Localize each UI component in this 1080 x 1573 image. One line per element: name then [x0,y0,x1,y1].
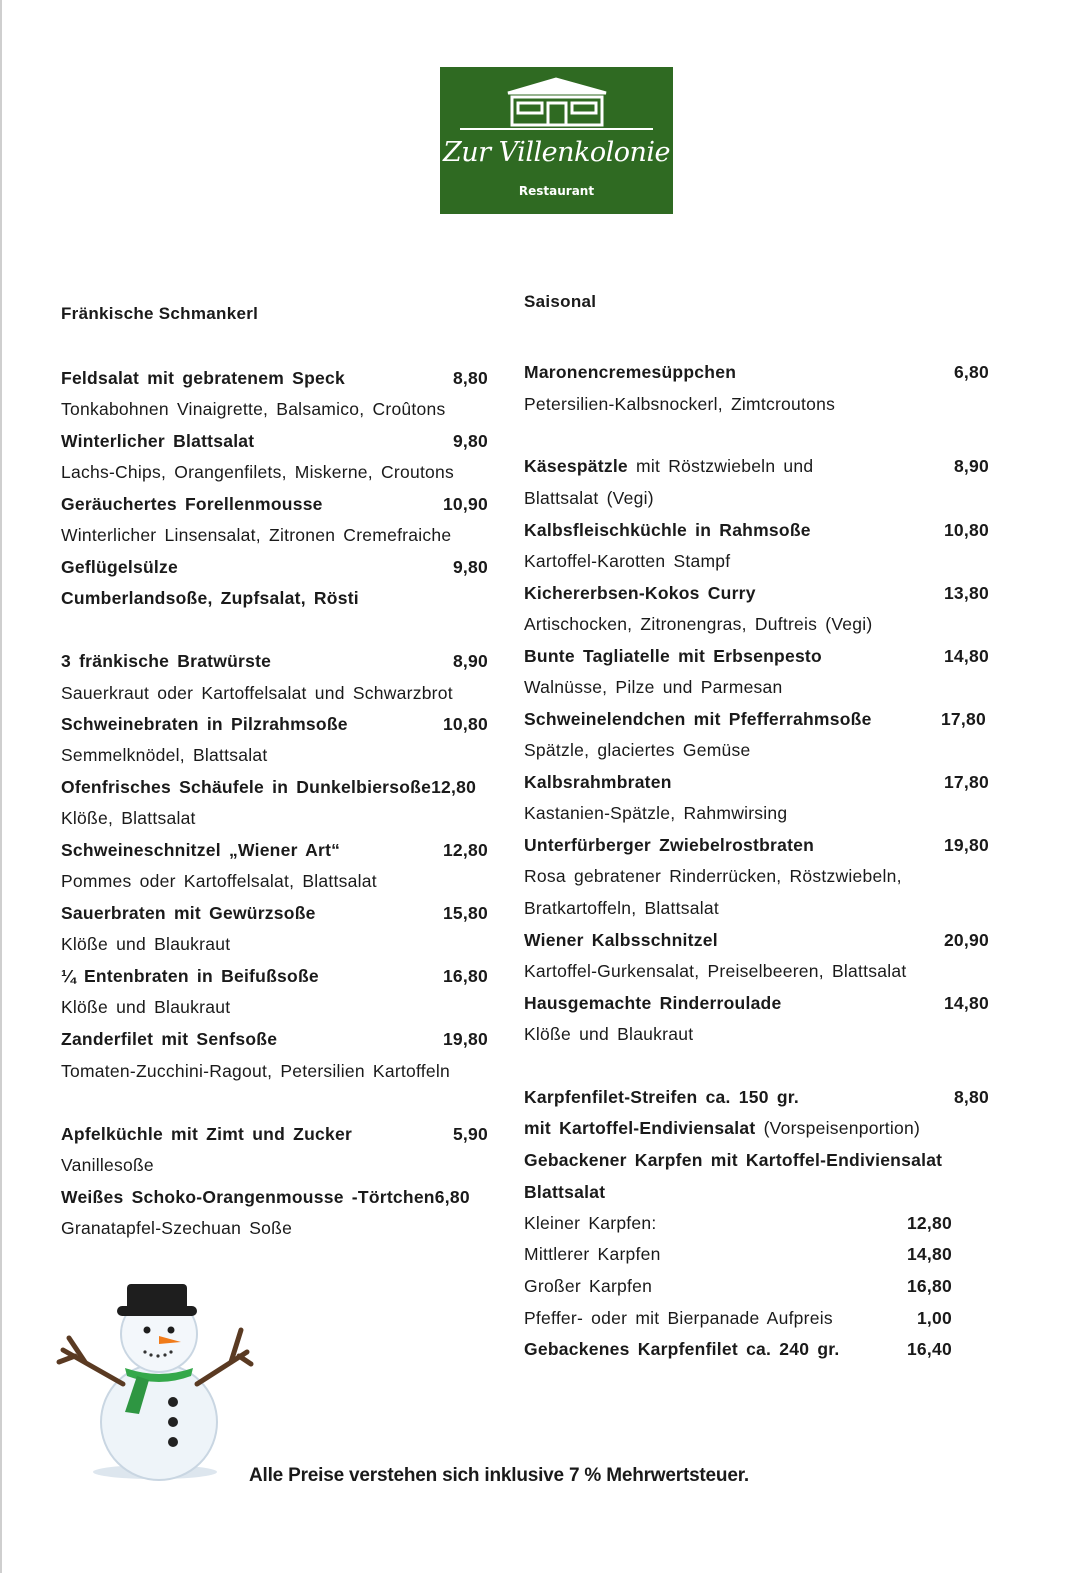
dish-name: Geflügelsülze [61,557,179,577]
dish-name: mit Kartoffel-Endiviensalat [524,1118,756,1138]
dish-price: 14,80 [943,993,989,1013]
dish-name: Winterlicher Linsensalat, Zitronen Cremefraiche [61,525,452,545]
dish-name: Feldsalat mit gebratenem Speck [61,368,345,388]
dish-name: Walnüsse, Pilze und Parmesan [524,677,783,697]
house-icon [460,73,653,135]
dish-price: 10,80 [943,520,989,540]
dish-name: Karpfenfilet-Streifen ca. 150 gr. [524,1087,799,1107]
dish-price: 19,80 [943,835,989,855]
dish-price: 9,80 [452,557,488,577]
dish-price: 14,80 [943,646,989,666]
dish-description: mit Röstzwiebeln und [627,456,814,476]
dish-name: Tomaten-Zucchini-Ragout, Petersilien Kartoffeln [61,1061,451,1081]
dish-price: 17,80 [943,772,989,792]
dish-name: Gebackener Karpfen mit Kartoffel-Endiviensalat [524,1150,943,1170]
dish-name: Cumberlandsoße, Zupfsalat, Rösti [61,588,359,608]
dish-name: Geräuchertes Forellenmousse [61,494,323,514]
dish-name: Lachs-Chips, Orangenfilets, Miskerne, Croutons [61,462,455,482]
dish-price: 9,80 [452,431,488,451]
dish-price: 15,80 [442,903,488,923]
dish-name: Käsespätzle [524,456,628,476]
dish-price: 8,90 [953,456,989,476]
dish-price: 12,80 [906,1213,952,1233]
logo-subtitle: Restaurant [518,184,595,198]
dish-name: Großer Karpfen [524,1276,653,1296]
dish-name: Vanillesoße [61,1155,154,1175]
dish-name: ¼ Entenbraten in Beifußsoße [61,966,319,986]
dish-name: Kleiner Karpfen: [524,1213,657,1233]
dish-name: Tonkabohnen Vinaigrette, Balsamico, Croûtons [61,399,446,419]
dish-name: Klöße, Blattsalat [61,808,196,828]
dish-price: 19,80 [442,1029,488,1049]
dish-name: Kartoffel-Karotten Stampf [524,551,731,571]
dish-name: Semmelknödel, Blattsalat [61,745,268,765]
dish-name: Spätzle, glaciertes Gemüse [524,740,751,760]
dish-price: 5,90 [452,1124,488,1144]
left-heading: Fränkische Schmankerl [61,304,259,323]
dish-name: Klöße und Blaukraut [61,934,231,954]
dish-name: Weißes Schoko-Orangenmousse -Törtchen6,80 [61,1187,470,1207]
dish-price: 16,40 [906,1339,952,1359]
dish-price: 10,90 [442,494,488,514]
page-edge [0,0,2,1573]
footer-vat-note: Alle Preise verstehen sich inklusive 7 % Mehrwertsteuer. [249,1465,749,1486]
dish-price: 12,80 [442,840,488,860]
dish-name: Wiener Kalbsschnitzel [524,930,718,950]
dish-name: Pfeffer- oder mit Bierpanade Aufpreis [524,1308,833,1328]
dish-name: Kartoffel-Gurkensalat, Preiselbeeren, Blattsalat [524,961,907,981]
dish-name: Mittlerer Karpfen [524,1244,661,1264]
dish-name: Klöße und Blaukraut [61,997,231,1017]
dish-name: Ofenfrisches Schäufele in Dunkelbiersoße12,80 [61,777,477,797]
dish-price: 6,80 [953,362,989,382]
dish-price: 16,80 [442,966,488,986]
logo-title: Zur Villenkolonie [443,137,670,168]
dish-name: Schweineschnitzel „Wiener Art“ [61,840,341,860]
right-heading: Saisonal [524,292,597,311]
dish-name: Bunte Tagliatelle mit Erbsenpesto [524,646,822,666]
restaurant-logo [440,67,673,214]
dish-name: Granatapfel-Szechuan Soße [61,1218,293,1238]
dish-name: 3 fränkische Bratwürste [61,651,272,671]
dish-price: 8,80 [452,368,488,388]
dish-name: Klöße und Blaukraut [524,1024,694,1044]
dish-name: Schweinebraten in Pilzrahmsoße [61,714,348,734]
dish-name: Winterlicher Blattsalat [61,431,255,451]
dish-name: Hausgemachte Rinderroulade [524,993,782,1013]
dish-name: Kastanien-Spätzle, Rahmwirsing [524,803,788,823]
dish-name: Bratkartoffeln, Blattsalat [524,898,719,918]
dish-price: 14,80 [906,1244,952,1264]
dish-price: 17,80 [940,709,986,729]
dish-description: (Vorspeisenportion) [755,1118,921,1138]
dish-name: Rosa gebratener Rinderrücken, Röstzwiebeln, [524,866,902,886]
dish-price: 10,80 [442,714,488,734]
dish-price: 16,80 [906,1276,952,1296]
dish-price: 20,90 [943,930,989,950]
dish-price: 1,00 [916,1308,952,1328]
dish-name: Kichererbsen-Kokos Curry [524,583,756,603]
dish-name: Petersilien-Kalbsnockerl, Zimtcroutons [524,394,836,414]
dish-name: Apfelküchle mit Zimt und Zucker [61,1124,353,1144]
dish-name: Kalbsrahmbraten [524,772,672,792]
snowman-icon [55,1272,255,1482]
dish-name: Zanderfilet mit Senfsoße [61,1029,278,1049]
dish-name: Schweinelendchen mit Pfefferrahmsoße [524,709,872,729]
dish-price: 8,80 [953,1087,989,1107]
dish-name: Pommes oder Kartoffelsalat, Blattsalat [61,871,377,891]
dish-name: Sauerbraten mit Gewürzsoße [61,903,316,923]
dish-name: Blattsalat [524,1182,606,1202]
dish-price: 8,90 [452,651,488,671]
dish-name: Kalbsfleischküchle in Rahmsoße [524,520,811,540]
dish-name: Sauerkraut oder Kartoffelsalat und Schwarzbrot [61,683,453,703]
dish-name: Maronencremesüppchen [524,362,737,382]
dish-name: Unterfürberger Zwiebelrostbraten [524,835,815,855]
dish-name: Artischocken, Zitronengras, Duftreis (Vegi) [524,614,873,634]
dish-price: 13,80 [943,583,989,603]
dish-name: Gebackenes Karpfenfilet ca. 240 gr. [524,1339,840,1359]
dish-name: Blattsalat (Vegi) [524,488,654,508]
